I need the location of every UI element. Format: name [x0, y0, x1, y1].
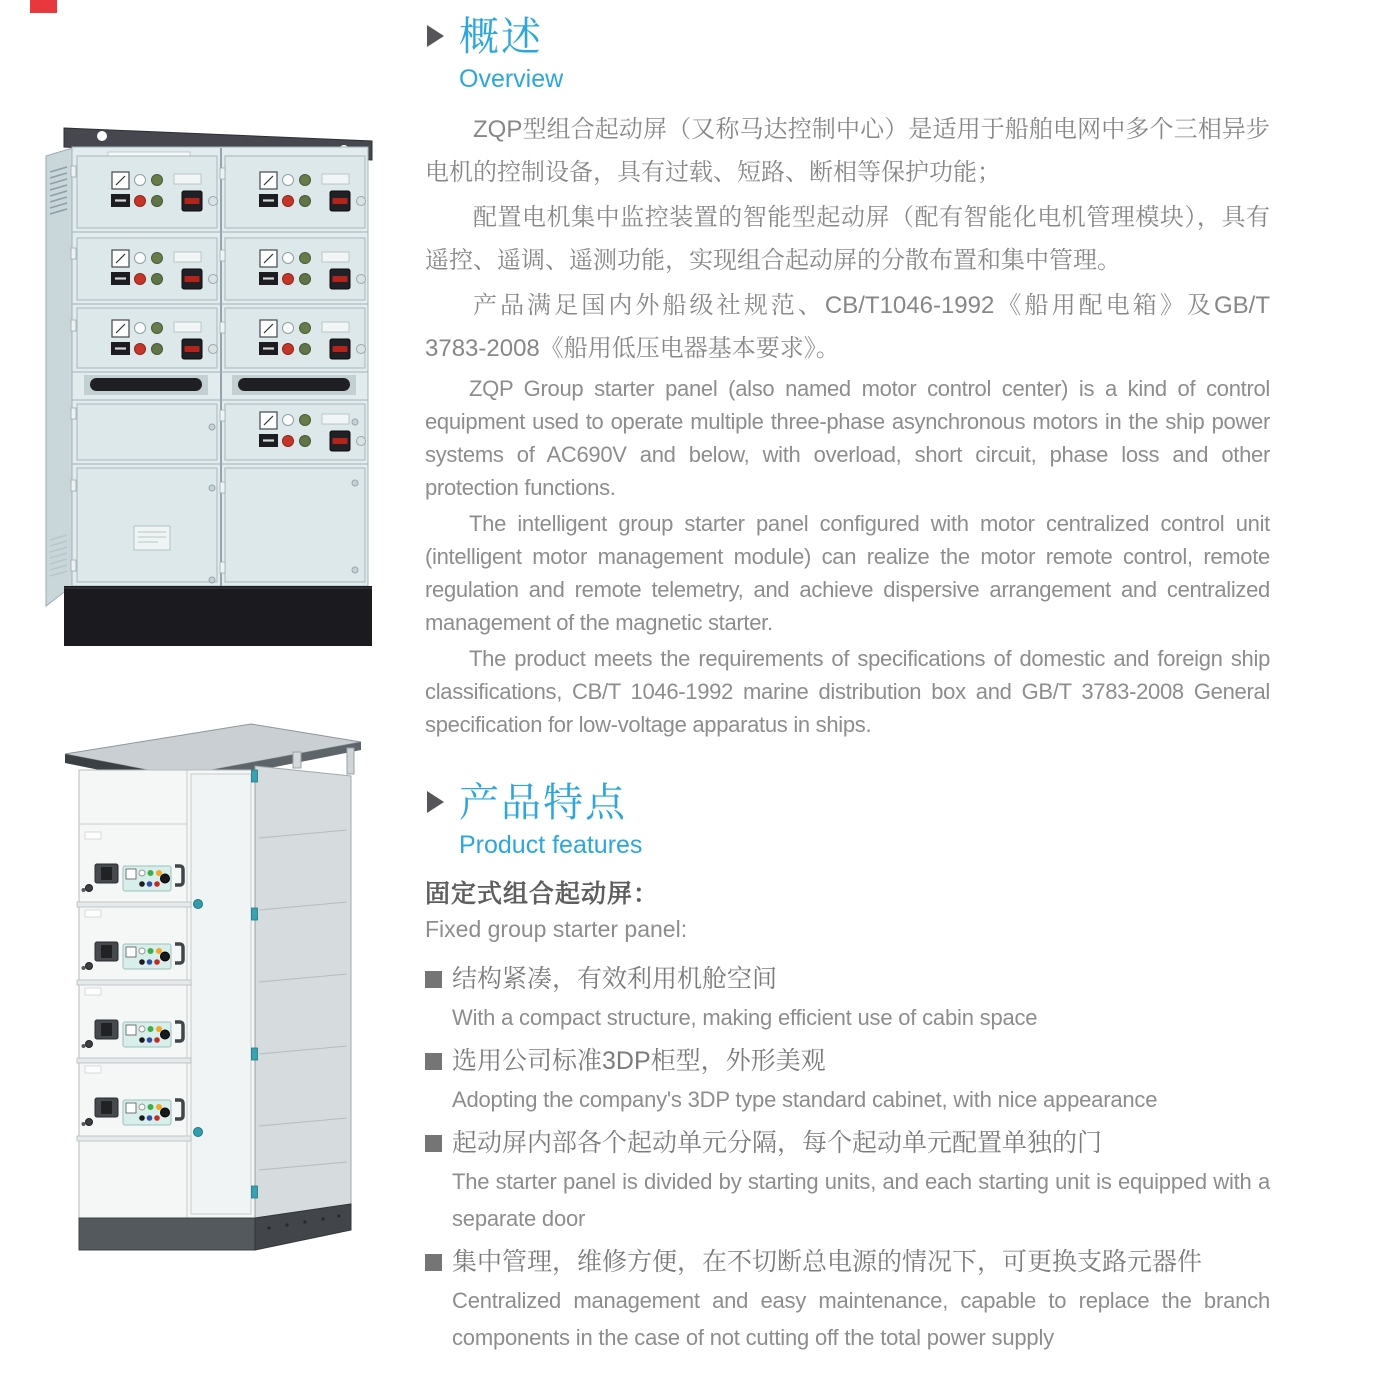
features-subtitle-zh: 固定式组合起动屏：: [425, 880, 660, 908]
overview-section: [425, 14, 1270, 744]
overview-title-en: Overview: [459, 65, 564, 93]
cabinet-side-face: [255, 766, 351, 1218]
feature-zh-text: 选用公司标准3DP柜型，外形美观: [452, 1047, 826, 1075]
bullet-square-icon: [425, 1135, 442, 1152]
overview-paragraph-zh: 配置电机集中监控装置的智能型起动屏（配有智能化电机管理模块），具有遥控、遥调、遥测功能，实现组合起动屏的分散布置和集中管理。: [425, 204, 1270, 274]
cabinet-plinth: [64, 586, 372, 646]
features-section: [425, 780, 1270, 1361]
overview-titles: [459, 14, 563, 94]
cabinet-front-face: [79, 766, 255, 1218]
feature-zh-line: [425, 1041, 1270, 1081]
page-corner-mark: [30, 0, 57, 13]
feature-item: [425, 1041, 1270, 1118]
overview-paragraph-zh: ZQP型组合起动屏（又称马达控制中心）是适用于船舶电网中多个三相异步电机的控制设备，具有过载、短路、断相等保护功能；: [425, 116, 1270, 186]
features-title-en: Product features: [459, 831, 643, 859]
mcc-cabinet-photo: [38, 108, 420, 666]
standard-cabinet-photo: [55, 712, 375, 1272]
overview-title-zh: 概述: [459, 15, 543, 59]
section-arrow-icon: [427, 791, 444, 813]
bullet-square-icon: [425, 971, 442, 988]
feature-en-text: The starter panel is divided by starting units, and each starting unit is equipped with a separate door: [452, 1169, 1270, 1231]
feature-zh-text: 集中管理，维修方便，在不切断总电源的情况下，可更换支路元器件: [452, 1248, 1203, 1276]
feature-en-text: Adopting the company's 3DP type standard cabinet, with nice appearance: [452, 1087, 1158, 1112]
feature-item: [425, 959, 1270, 1036]
overview-paragraph-en: The intelligent group starter panel configured with motor centralized control unit (intelligent motor management module) can realize the motor remote control, remote regulation and remote telemetry, and achieve dispersive arrangement and centralized management of the magnetic starter.: [425, 511, 1270, 635]
mcc-cabinet-illustration: [38, 108, 420, 666]
feature-zh-line: [425, 1242, 1270, 1282]
feature-item: [425, 1123, 1270, 1237]
cabinet-side-panel: [46, 148, 72, 606]
feature-zh-text: 起动屏内部各个起动单元分隔，每个起动单元配置单独的门: [452, 1129, 1103, 1157]
feature-en-text: Centralized management and easy maintenance, capable to replace the branch components in the case of not cutting off the total power supply: [452, 1288, 1270, 1350]
overview-header: [425, 14, 1270, 94]
features-subtitle-en: Fixed group starter panel:: [425, 916, 688, 942]
overview-paragraph-en: The product meets the requirements of specifications of domestic and foreign ship classifications, CB/T 1046-1992 marine distribution box and GB/T 3783-2008 General specification for low-voltage apparatus in ships.: [425, 646, 1270, 737]
standard-cabinet-illustration: [55, 712, 375, 1272]
features-titles: [459, 780, 642, 860]
features-title-zh: 产品特点: [459, 781, 627, 825]
feature-en-text: With a compact structure, making efficient use of cabin space: [452, 1005, 1038, 1030]
bullet-square-icon: [425, 1053, 442, 1070]
features-header: [425, 780, 1270, 860]
overview-paragraph-zh: 产品满足国内外船级社规范、CB/T1046-1992《船用配电箱》及GB/T 3783-2008《船用低压电器基本要求》。: [425, 292, 1270, 362]
feature-zh-line: [425, 959, 1270, 999]
feature-item: [425, 1242, 1270, 1356]
section-arrow-icon: [427, 25, 444, 47]
rating-plate: [134, 526, 170, 550]
feature-zh-text: 结构紧凑，有效利用机舱空间: [452, 965, 778, 993]
overview-paragraph-en: ZQP Group starter panel (also named motor control center) is a kind of control equipment used to operate multiple three-phase asynchronous motors in the ship power systems of AC690V and below, with overload, short circuit, phase loss and other protection functions.: [425, 376, 1270, 500]
feature-zh-line: [425, 1123, 1270, 1163]
bullet-square-icon: [425, 1254, 442, 1271]
